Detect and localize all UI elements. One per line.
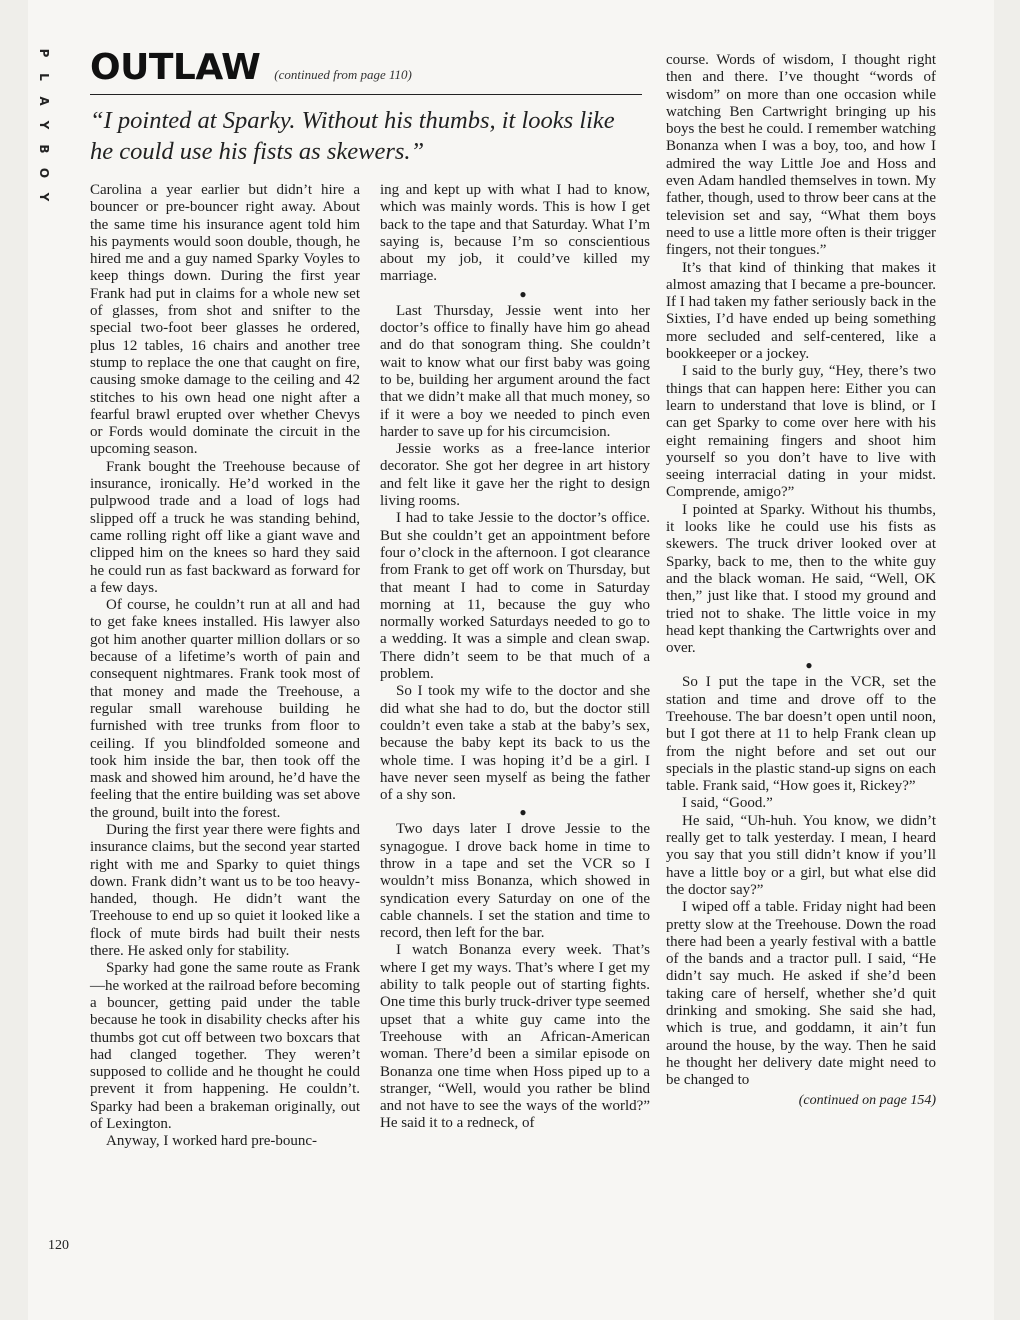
column-3 [666,52,936,1109]
paragraph: I had to take Jessie to the doctor’s office. But she couldn’t get an appointment before four o’clock in the afternoon. I got clearance from Frank to get off work on Thursday, but that meant I had to come in Saturday morning at 11, because the guy who normally worked Saturdays needed to go to a wedding. It was a simple and clean swap. There didn’t seem to be that much of a problem. [380,510,650,683]
article-header [90,47,642,167]
paragraph: I wiped off a table. Friday night had been pretty slow at the Treehouse. Down the road there had been a yearly festival with a battle of the bands and a tractor pull. I said, “He didn’t say much. He asked if she’d been taking care of herself, whether she’d quit drinking and smoking. She said she had, which is true, and goddamn, it ain’t fun around the house, by the way. Then he said he thought her delivery date might need to be changed to [666,899,936,1089]
paragraph: Anyway, I worked hard pre-bounc- [106,1133,318,1150]
magazine-page [28,0,994,1320]
paragraph: Two days later I drove Jessie to the synagogue. I drove back home in time to throw in a tape and set the VCR so I wouldn’t miss Bonanza, which showed in syndication every Saturday on one of the cable channels. I set the station and time to record, then left for the bar. [380,821,650,942]
paragraph: During the first year there were fights and insurance claims, but the second year started right with me and Sparky to quiet things down. Frank didn’t want us to be too heavy-handed, though. He didn’t want the Treehouse to end up so quiet it looked like a flock of mute birds had built their nests there. He asked only for stability. [90,821,360,960]
section-divider: ● [519,286,527,301]
paragraph: ing and kept up with what I had to know, which was mainly words. This is how I get back to the tape and that Saturday. What I’m saying is, because I’m so conscientious about my job, it could’ve killed my marriage. [380,182,650,285]
article-title: OUTLAW [90,47,261,88]
magazine-name-vertical [33,42,55,210]
sidebar-letter: P [37,48,51,60]
paragraph: I said, “Good.” [682,795,773,812]
paragraph: He said, “Uh-huh. You know, we didn’t really get to talk yesterday. I mean, I heard you say that you still didn’t know if you’ll have a little boy or a girl, but what else did the doctor say?” [666,812,936,898]
paragraph: It’s that kind of thinking that makes it almost amazing that I became a pre-bouncer. If I had taken my father seriously back in the Sixties, I’d have ended up being something more secluded and self-centered, like a bookkeeper or a jockey. [666,259,936,363]
paragraph: Sparky had gone the same route as Frank—he worked at the railroad before becoming a bouncer, getting paid under the table because he took in disability checks after his thumbs got cut off between two boxcars that had clanged together. They weren’t supposed to collide and he thought he could prevent it from happening. He couldn’t. Sparky had been a brakeman originally, out of Lexington. [90,960,360,1133]
sidebar-letter: O [37,167,51,181]
paragraph: So I put the tape in the VCR, set the station and time and drove off to the Treehouse. The bar doesn’t open until noon, but I got there at 11 to help Frank clean up from the night before and set out our specials in the plastic stand-up signs on each table. Frank said, “How goes it, Rickey?” [666,674,936,795]
title-row [90,47,642,88]
column-1 [90,182,360,1151]
paragraph: Jessie works as a free-lance interior decorator. She got her degree in art history and felt like it gave her the right to design living rooms. [380,441,650,510]
sidebar-letter: Y [37,192,51,204]
sidebar-letter: Y [37,120,51,132]
paragraph: I watch Bonanza every week. That’s where I get my ways. That’s where I get my ability to talk people out of starting fights. One time this burly truck-driver type seemed upset that a white guy came into the Treehouse with an African-American woman. There’d been a similar episode on Bonanza one time when Hoss piped up to a stranger, “Well, would you rather be blind and not have to see the ways of the world?” He said it to a redneck, of [380,942,650,1132]
continued-from-note: (continued from page 110) [274,67,412,82]
paragraph: Last Thursday, Jessie went into her doctor’s office to finally have him go ahead and do that sonogram thing. She couldn’t wait to know what our first baby was going to be, building her argument around the fact that we didn’t make all that much money, so if it were a boy we needed to pinch even harder to save up for his circumcision. [380,302,650,440]
continued-on-note: (continued on page 154) [798,1092,936,1108]
column-2 [380,182,650,1133]
section-divider: ● [519,805,527,820]
paragraph: So I took my wife to the doctor and she did what she had to do, but the doctor still couldn’t even take a stab at the baby’s sex, because the baby kept its back to us the whole time. I was hoping it’d be a girl. I have never seen myself as being the father of a shy son. [380,683,650,804]
paragraph: Of course, he couldn’t run at all and had to get fake knees installed. His lawyer also got him another quarter million dollars or so because of a lifetime’s worth of pain and consequent nightmares. Frank took most of that money and made the Treehouse, a regular small warehouse building he furnished with tree trunks from floor to ceiling. If you blindfolded someone and took him inside the bar, then took off the mask and showed him around, he’d have the feeling that the entire building was set above the ground, built into the forest. [90,597,360,821]
paragraph: I pointed at Sparky. Without his thumbs, it looks like he could use his fists as skewers. The truck driver looked over at Sparky, back to me, then to the white guy and the black woman. He said, “Well, OK then,” just like that. I stood my ground and tried not to shake. The little voice in my head kept thanking the Cartwrights over and over. [666,501,936,657]
sidebar-letter: B [37,144,51,156]
sidebar-letter: A [37,96,51,108]
paragraph: Carolina a year earlier but didn’t hire a bouncer or pre-bouncer right away. About the same time his insurance agent told him his payments would soon double, though, he hired me and a guy named Sparky Voyles to keep things down. During the first year Frank had put in claims for a whole new set of glasses, from shot and snifter to the special two-foot beer glasses he ordered, plus 12 tables, 16 chairs and another tree stump to replace the one that caught on fire, causing smoke damage to the ceiling and 42 stitches to his own head one night after a fearful brawl erupted over whether Chevys or Fords would dominate the circuit in the upcoming season. [90,182,360,458]
section-divider: ● [805,658,813,673]
page-number: 120 [48,1238,69,1253]
sidebar-letter: L [37,73,51,83]
paragraph: course. Words of wisdom, I thought right then and there. I’ve thought “words of wisdom” on more than one occasion while watching Ben Cartwright bringing up his boys the best he could. I remember watching Bonanza when I was a boy, too, and how I admired the way Little Joe and Hoss and even Adam handled themselves in town. My father, though, used to throw beer cans at the television set and say, “What them boys need to use a little more often is their trigger fingers, not their tongues.” [666,52,936,259]
paragraph: I said to the burly guy, “Hey, there’s two things that can happen here: Either you can learn to understand that love is blind, or I can get Sparky to come over here with his eight remaining fingers and shoot him yourself so you don’t have to live with seeing interracial dating in your midst. Comprende, amigo?” [666,363,936,501]
header-rule [90,94,642,95]
paragraph: Frank bought the Treehouse because of insurance, ironically. He’d worked in the pulpwood trade and a load of logs had slipped off a truck he was standing behind, came rolling right off like a giant wave and clipped him on the knees so hard they said he could run as fast backward as forward for a few days. [90,458,360,596]
pull-quote: “I pointed at Sparky. Without his thumbs, it looks like he could use his fists as skewers.” [90,107,615,165]
